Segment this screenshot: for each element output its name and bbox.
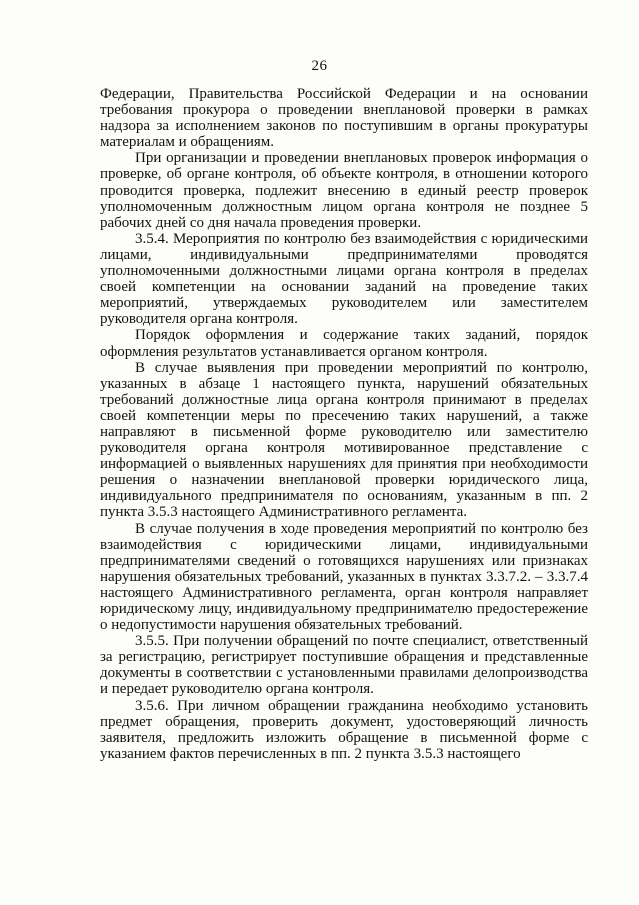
paragraph-3-5-6: 3.5.6. При личном обращении гражданина необходимо установить предмет обращения, проверить документ, удостоверяющий личность заявителя, предложить изложить обращение в письменной форме с указанием фактов перечисленных в пп. 2 пункта 3.5.3 настоящего [100, 697, 588, 762]
paragraph-3-5-5: 3.5.5. При получении обращений по почте специалист, ответственный за регистрацию, регистрирует поступившие обращения и представленные документы в соответствии с установленными правилами делопроизводства и передает руководителю органа контроля. [100, 633, 588, 698]
document-body [100, 86, 588, 762]
paragraph-task-procedure: Порядок оформления и содержание таких заданий, порядок оформления результатов устанавливается органом контроля. [100, 327, 588, 360]
paragraph-violation-detection: В случае выявления при проведении мероприятий по контролю, указанных в абзаце 1 настоящего пункта, нарушений обязательных требований должностные лица органа контроля принимают в пределах своей компетенции меры по пресечению таких нарушений, а также направляют в письменной форме руководителю или заместителю руководителя органа контроля мотивированное представление с информацией о выявленных нарушениях для принятия при необходимости решения о назначении внеплановой проверки юридического лица, индивидуального предпринимателя по основаниям, указанным в пп. 2 пункта 3.5.3 настоящего Административного регламента. [100, 359, 588, 521]
paragraph-warning-notice: В случае получения в ходе проведения мероприятий по контролю без взаимодействия с юридическими лицами, индивидуальными предпринимателями сведений о готовящихся нарушениях или признаках нарушения обязательных требований, указанных в пунктах 3.3.7.2. – 3.3.7.4 настоящего Административного регламента, орган контроля направляет юридическому лицу, индивидуальному предпринимателю предостережение о недопустимости нарушения обязательных требований. [100, 520, 588, 634]
paragraph-registry-info: При организации и проведении внеплановых проверок информация о проверке, об органе контроля, об объекте контроля, в отношении которого проводится проверка, подлежит внесению в единый реестр проверок уполномоченным должностным лицом органа контроля не позднее 5 рабочих дней со дня начала проведения проверки. [100, 150, 588, 231]
paragraph-3-5-4: 3.5.4. Мероприятия по контролю без взаимодействия с юридическими лицами, индивидуальными предпринимателями проводятся уполномоченными должностными лицами органа контроля в пределах своей компетенции на основании заданий на проведение таких мероприятий, утверждаемых руководителем или заместителем руководителя органа контроля. [100, 230, 588, 328]
page-number: 26 [311, 58, 328, 74]
paragraph-continuation: Федерации, Правительства Российской Федерации и на основании требования прокурора о проведении внеплановой проверки в рамках надзора за исполнением законов по поступившим в органы прокуратуры материалам и обращениям. [100, 86, 588, 151]
